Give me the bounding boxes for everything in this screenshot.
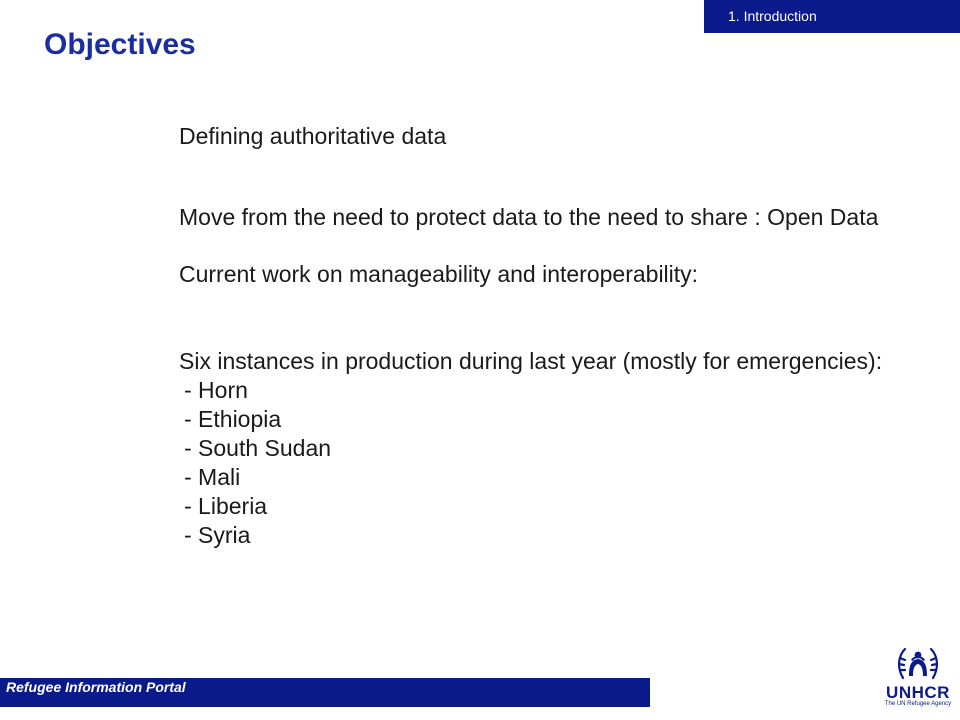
unhcr-emblem-icon — [895, 646, 941, 684]
section-tab: 1. Introduction — [704, 0, 960, 33]
objective-point: Six instances in production during last year (mostly for emergencies): — [179, 348, 883, 374]
footer-bar: Refugee Information Portal — [0, 678, 650, 707]
country-item: - Mali — [184, 464, 241, 490]
logo-tagline: The UN Refugee Agency — [884, 701, 952, 707]
objective-point: Move from the need to protect data to the need to share : Open Data — [179, 204, 879, 230]
slide-title: Objectives — [44, 28, 196, 61]
logo-wordmark: UNHCR — [886, 683, 950, 702]
objective-point: Defining authoritative data — [179, 123, 447, 149]
country-list — [179, 376, 939, 550]
country-item: - South Sudan — [184, 435, 332, 461]
slide-body — [179, 122, 939, 550]
country-item: - Syria — [184, 522, 251, 548]
objective-point: Current work on manageability and interoperability: — [179, 261, 699, 287]
country-item: - Horn — [184, 377, 248, 403]
country-item: - Liberia — [184, 493, 268, 519]
country-item: - Ethiopia — [184, 406, 282, 432]
unhcr-logo — [884, 646, 952, 716]
